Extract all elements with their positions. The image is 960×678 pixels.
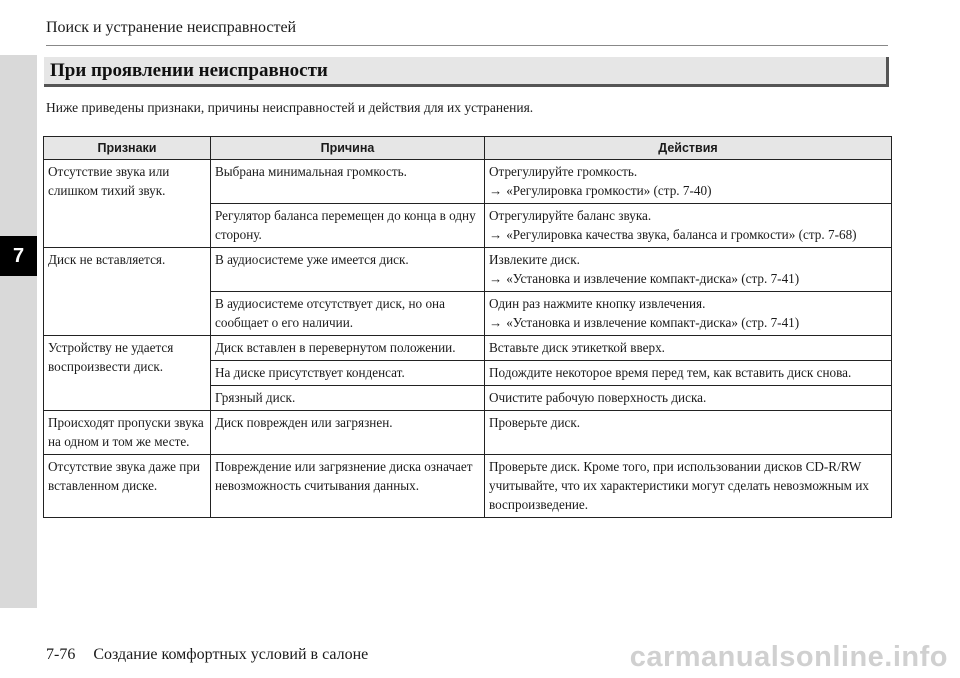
symptom-cell: Отсутствие звука даже при вставленном диске. <box>44 455 211 518</box>
section-title: При проявлении неисправности <box>50 60 328 81</box>
chapter-title: Создание комфортных условий в салоне <box>93 646 369 663</box>
arrow-right-icon: → <box>489 227 503 242</box>
cause-cell: Повреждение или загрязнение диска означает невозможность считывания данных. <box>211 455 485 518</box>
symptom-cell: Происходят пропуски звука на одном и том же месте. <box>44 411 211 455</box>
page-reference <box>489 225 887 244</box>
page-reference <box>489 181 887 200</box>
arrow-right-icon: → <box>489 271 503 286</box>
action-cell <box>485 248 892 292</box>
page-reference <box>489 313 887 332</box>
table-row <box>44 411 892 455</box>
action-text: Отрегулируйте баланс звука. <box>489 208 652 223</box>
action-text: Извлеките диск. <box>489 252 580 267</box>
action-text: Один раз нажмите кнопку извлечения. <box>489 296 706 311</box>
cause-cell: Грязный диск. <box>211 386 485 411</box>
page-footer <box>46 646 368 664</box>
symptom-cell: Отсутствие звука или слишком тихий звук. <box>44 160 211 248</box>
cause-cell: Выбрана минимальная громкость. <box>211 160 485 204</box>
troubleshooting-table <box>43 136 892 518</box>
page-number: 7-76 <box>46 646 76 663</box>
cause-cell: Диск вставлен в перевернутом положении. <box>211 336 485 361</box>
cause-cell: На диске присутствует конденсат. <box>211 361 485 386</box>
column-header-cause: Причина <box>211 137 485 160</box>
running-title: Поиск и устранение неисправностей <box>46 19 297 36</box>
section-heading-box <box>44 57 889 87</box>
action-cell: Подождите некоторое время перед тем, как вставить диск снова. <box>485 361 892 386</box>
page-reference <box>489 269 887 288</box>
action-cell: Проверьте диск. <box>485 411 892 455</box>
action-text: Отрегулируйте громкость. <box>489 164 638 179</box>
side-strip <box>0 55 37 608</box>
arrow-right-icon: → <box>489 315 503 330</box>
table-row <box>44 160 892 204</box>
cause-cell: Регулятор баланса перемещен до конца в одну сторону. <box>211 204 485 248</box>
cause-cell: В аудиосистеме отсутствует диск, но она сообщает о его наличии. <box>211 292 485 336</box>
table-header-row <box>44 137 892 160</box>
watermark: carmanualsonline.info <box>629 641 948 673</box>
action-cell: Вставьте диск этикеткой вверх. <box>485 336 892 361</box>
table-row <box>44 248 892 292</box>
table-row <box>44 455 892 518</box>
reference-text: «Установка и извлечение компакт-диска» (стр. 7-41) <box>506 315 800 330</box>
arrow-right-icon: → <box>489 183 503 198</box>
action-cell: Очистите рабочую поверхность диска. <box>485 386 892 411</box>
symptom-cell: Устройству не удается воспроизвести диск. <box>44 336 211 411</box>
header-rule <box>46 45 888 46</box>
action-cell <box>485 160 892 204</box>
action-cell: Проверьте диск. Кроме того, при использовании дисков CD-R/RW учитывайте, что их характеристики могут сделать невозможным их воспроизведение. <box>485 455 892 518</box>
table-row <box>44 336 892 361</box>
reference-text: «Регулировка качества звука, баланса и громкости» (стр. 7-68) <box>506 227 857 242</box>
chapter-tab: 7 <box>0 236 37 276</box>
reference-text: «Регулировка громкости» (стр. 7-40) <box>506 183 712 198</box>
cause-cell: В аудиосистеме уже имеется диск. <box>211 248 485 292</box>
action-cell <box>485 204 892 248</box>
column-header-symptoms: Признаки <box>44 137 211 160</box>
cause-cell: Диск поврежден или загрязнен. <box>211 411 485 455</box>
action-cell <box>485 292 892 336</box>
intro-text: Ниже приведены признаки, причины неисправностей и действия для их устранения. <box>46 100 534 115</box>
reference-text: «Установка и извлечение компакт-диска» (стр. 7-41) <box>506 271 800 286</box>
column-header-actions: Действия <box>485 137 892 160</box>
symptom-cell: Диск не вставляется. <box>44 248 211 336</box>
